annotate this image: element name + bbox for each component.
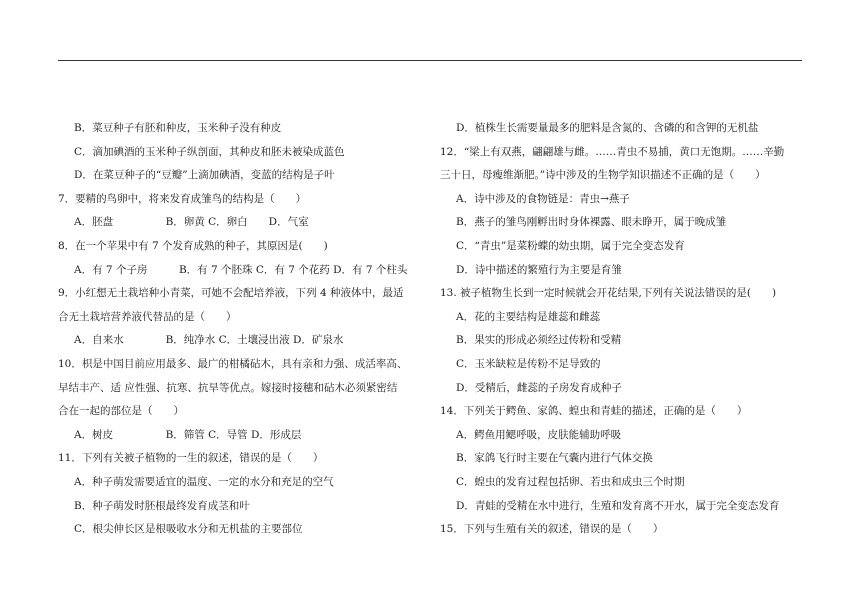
right-column-line: C．蝗虫的发育过程包括卵、若虫和成虫三个时期 xyxy=(456,475,685,488)
right-column-line: B．果实的形成必须经过传粉和受精 xyxy=(456,334,622,347)
left-column-line: A．树皮 B．筛管 C．导管 D．形成层 xyxy=(74,428,302,441)
left-column-line: A．自来水 B．纯净水 C．土壤浸出液 D．矿泉水 xyxy=(74,334,344,347)
left-column xyxy=(58,117,423,542)
right-column-line: A．花的主要结构是雄蕊和雌蕊 xyxy=(456,310,601,323)
left-column-line: D．在菜豆种子的“豆瓣”上滴加碘酒，变蓝的结构是子叶 xyxy=(74,169,335,182)
left-column-line: 7．要精的鸟卵中，将来发育成雏鸟的结构是（ ） xyxy=(58,192,307,205)
left-column-line: 9．小红想无土栽培种小青菜，可她不会配培养液，下列 4 种液体中，最适 xyxy=(58,287,404,300)
right-column-line: C．“青虫”是菜粉蝶的幼虫期，属于完全变态发育 xyxy=(456,239,685,252)
right-column-line: D．植株生长需要量最多的肥料是含氮的、含磷的和含钾的无机盐 xyxy=(456,122,759,134)
left-column-line: C．根尖伸长区是根吸收水分和无机盐的主要部位 xyxy=(74,523,303,536)
right-column-line: B．燕子的雏鸟刚孵出时身体裸露、眼未睁开，属于晚成雏 xyxy=(456,216,727,229)
right-column-line: A．鳄鱼用鳃呼吸，皮肤能辅助呼吸 xyxy=(456,428,622,441)
left-column-line: 早结丰产、适 应性强、抗寒、抗旱等优点。嫁接时接穗和砧木必须紧密结 xyxy=(58,381,398,394)
left-column-line: C．滴加碘酒的玉米种子纵剖面，其种皮和胚未被染成蓝色 xyxy=(74,145,345,158)
right-column-line: 三十日，母瘦维渐肥。”诗中涉及的生物学知识描述不正确的是（ ） xyxy=(440,169,766,182)
left-column-line: 合在一起的部位是（ ） xyxy=(58,405,184,418)
left-column-line: 10．枳是中国目前应用最多、最广的柑橘砧木，具有亲和力强、成活率高、 xyxy=(58,357,408,370)
left-column-line: 8．在一个苹果中有 7 个发育成熟的种子，其原因是( ) xyxy=(58,239,328,252)
right-column xyxy=(440,117,810,542)
right-column-line: D．诗中描述的繁殖行为主要是育雏 xyxy=(456,263,622,276)
right-column-line: A．诗中涉及的食物链是：青虫→燕子 xyxy=(456,192,630,205)
right-column-line: 13. 被子植物生长到一定时候就会开花结果,下列有关说法错误的是( ) xyxy=(440,287,777,300)
left-column-line: B．种子萌发时胚根最终发育成茎和叶 xyxy=(74,499,250,512)
right-column-line: C．玉米缺粒是传粉不足导致的 xyxy=(456,357,601,370)
left-column-line: A．种子萌发需要适宜的温度、一定的水分和充足的空气 xyxy=(74,475,334,488)
left-column-line: B．菜豆种子有胚和种皮，玉米种子没有种皮 xyxy=(74,122,282,134)
right-column-line: B．家鸽飞行时主要在气囊内进行气体交换 xyxy=(456,452,653,465)
right-column-line: 14．下列关于鳄鱼、家鸽、蝗虫和青蛙的描述，正确的是（ ） xyxy=(440,405,748,418)
header-rule xyxy=(58,60,802,61)
left-column-line: A．有 7 个子房 B．有 7 个胚珠 C．有 7 个花药 D．有 7 个柱头 xyxy=(74,263,408,276)
right-column-line: 12．“梁上有双燕，翩翩雄与雌。……青虫不易捕，黄口无饱期。……辛勤 xyxy=(440,145,785,158)
right-column-line: D．受精后，雌蕊的子房发育成种子 xyxy=(456,381,622,394)
left-column-line: A．胚盘 B．卵黄 C．卵白 D．气室 xyxy=(74,216,309,229)
right-column-line: D．青蛙的受精在水中进行，生殖和发育离不开水，属于完全变态发育 xyxy=(456,499,780,512)
left-column-line: 合无土栽培营养液代替品的是（ ） xyxy=(58,310,237,323)
right-column-line: 15．下列与生殖有关的叙述，错误的是（ ） xyxy=(440,523,664,536)
left-column-line: 11．下列有关被子植物的一生的叙述，错误的是（ ） xyxy=(58,452,324,465)
